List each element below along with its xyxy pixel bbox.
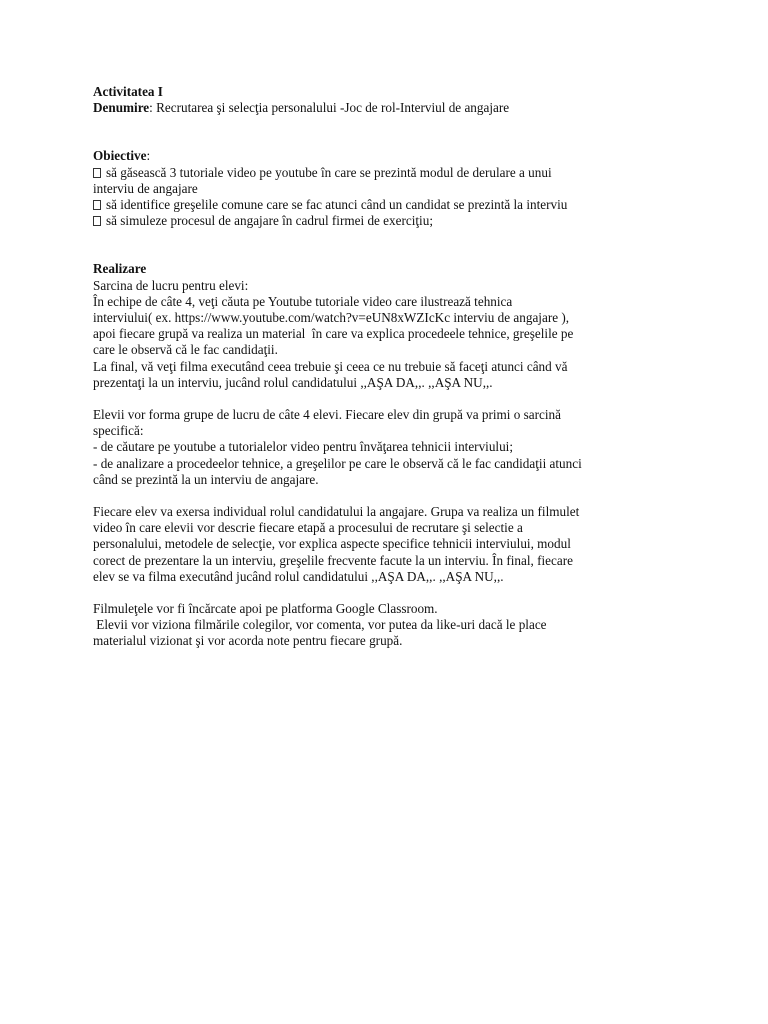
name-label: Denumire (93, 100, 150, 116)
paragraph-line: Elevii vor forma grupe de lucru de câte 4 elevi. Fiecare elev din grupă va primi o sarcină (93, 407, 561, 423)
paragraph-line: materialul vizionat şi vor acorda note pentru fiecare grupă. (93, 633, 403, 649)
name-value: : Recrutarea şi selecţia personalului -Joc de rol-Interviul de angajare (149, 100, 510, 116)
paragraph-line: Elevii vor viziona filmările colegilor, vor comenta, vor putea da like-uri dacă le place (93, 617, 547, 633)
objectives-label: Obiective (93, 148, 147, 164)
paragraph-line: - de căutare pe youtube a tutorialelor video pentru învăţarea tehnicii interviului; (93, 439, 514, 455)
paragraph-line: La final, vă veţi filma executând ceea trebuie şi ceea ce nu trebuie să faceţi atunci când vă (93, 358, 568, 374)
paragraph-line: interviului( ex. https://www.youtube.com/watch?v=eUN8xWZIcKc interviu de angajare ), (93, 310, 570, 326)
objective-item-continuation: interviu de angajare (93, 180, 198, 196)
task-intro: Sarcina de lucru pentru elevi: (93, 277, 249, 293)
paragraph-line: - de analizare a procedeelor tehnice, a greşelilor pe care le observă că le fac candidaţii atunci (93, 455, 582, 471)
paragraph-line: când se prezintă la un interviu de angajare. (93, 471, 319, 487)
objectives-colon: : (146, 148, 151, 164)
objective-item (93, 213, 713, 229)
realization-heading: Realizare (93, 261, 147, 277)
paragraph-line: corect de prezentare la un interviu, greşelile frecvente facute la un interviu. În final, fiecare (93, 552, 573, 568)
paragraph-line: apoi fiecare grupă va realiza un material în care va explica procedeele tehnice, greşelile pe (93, 326, 574, 342)
objective-text: să simuleze procesul de angajare în cadrul firmei de exerciţiu; (106, 213, 433, 229)
checkbox-icon (93, 168, 101, 178)
checkbox-icon (93, 200, 101, 210)
activity-title: Activitatea I (93, 84, 163, 99)
paragraph-line: prezentaţi la un interviu, jucând rolul candidatului ,,AŞA DA,,. ,,AŞA NU,,. (93, 374, 493, 390)
checkbox-icon (93, 216, 101, 226)
activity-name-line (93, 100, 713, 116)
paragraph-line: Fiecare elev va exersa individual rolul candidatului la angajare. Grupa va realiza un filmulet (93, 504, 580, 520)
objective-text: să identifice greşelile comune care se fac atunci când un candidat se prezintă la interviu (106, 197, 568, 213)
objectives-heading (93, 148, 713, 164)
paragraph-line: Filmuleţele vor fi încărcate apoi pe platforma Google Classroom. (93, 601, 438, 617)
objective-item (93, 165, 713, 181)
paragraph-line: În echipe de câte 4, veţi căuta pe Youtube tutoriale video care ilustrează tehnica (93, 293, 513, 309)
paragraph-line: video în care elevii vor descrie fiecare etapă a procesului de recrutare şi selectie a (93, 520, 523, 536)
objective-text: să găsească 3 tutoriale video pe youtube în care se prezintă modul de derulare a unui (106, 164, 552, 180)
paragraph-line: elev se va filma executând jucând rolul candidatului ,,AŞA DA,,. ,,AŞA NU,,. (93, 568, 504, 584)
document-page (93, 84, 713, 650)
paragraph-line: personalului, metodele de selecţie, vor explica aspecte specifice tehnicii interviului, modul (93, 536, 571, 552)
objective-item (93, 197, 713, 213)
paragraph-line: specifică: (93, 423, 144, 439)
paragraph-line: care le observă că le fac candidaţii. (93, 342, 278, 358)
